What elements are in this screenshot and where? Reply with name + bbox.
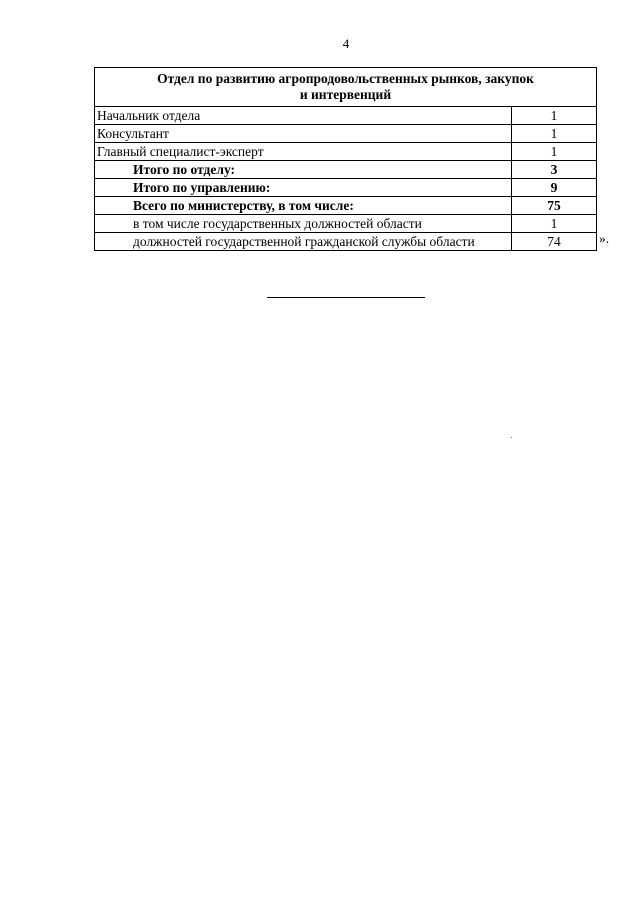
directorate-total-row bbox=[95, 179, 597, 197]
total-label: Итого по управлению: bbox=[95, 179, 512, 197]
closing-divider bbox=[267, 297, 425, 298]
department-title-line1: Отдел по развитию агропродовольственных рынков, закупок bbox=[157, 71, 534, 86]
ministry-total-row bbox=[95, 197, 597, 215]
staffing-table bbox=[94, 67, 597, 251]
closing-quote: ». bbox=[599, 231, 610, 246]
position-label: Консультант bbox=[95, 125, 512, 143]
table-row bbox=[95, 143, 597, 161]
table-row bbox=[95, 233, 597, 251]
table-row bbox=[95, 125, 597, 143]
total-label: Всего по министерству, в том числе: bbox=[95, 197, 512, 215]
table-row bbox=[95, 107, 597, 125]
breakdown-count: 1 bbox=[512, 215, 597, 233]
position-count: 1 bbox=[512, 107, 597, 125]
table-header-row bbox=[95, 68, 597, 107]
position-count: 1 bbox=[512, 143, 597, 161]
department-title bbox=[95, 68, 597, 107]
position-label: Начальник отдела bbox=[95, 107, 512, 125]
department-total-row bbox=[95, 161, 597, 179]
department-title-line2: и интервенций bbox=[299, 87, 392, 102]
position-count: 1 bbox=[512, 125, 597, 143]
table-row bbox=[95, 215, 597, 233]
total-count: 75 bbox=[512, 197, 597, 215]
breakdown-label: должностей государственной гражданской службы области bbox=[95, 233, 512, 251]
breakdown-label: в том числе государственных должностей области bbox=[95, 215, 512, 233]
total-count: 3 bbox=[512, 161, 597, 179]
total-label: Итого по отделу: bbox=[95, 161, 512, 179]
page-number: 4 bbox=[342, 36, 350, 51]
total-count: 9 bbox=[512, 179, 597, 197]
scan-speck bbox=[511, 437, 512, 438]
position-label: Главный специалист-эксперт bbox=[95, 143, 512, 161]
breakdown-count: 74 bbox=[512, 233, 597, 251]
